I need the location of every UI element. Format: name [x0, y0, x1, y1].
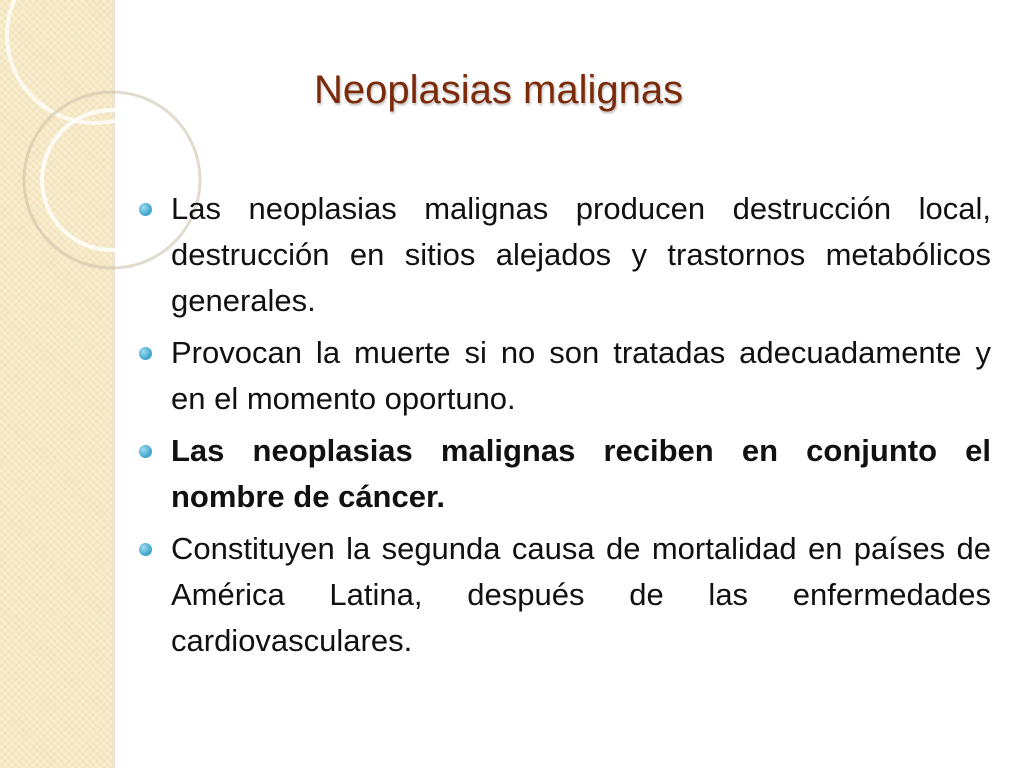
bullet-list: [0, 186, 991, 670]
slide-title: Neoplasias malignas: [314, 68, 684, 112]
bullet-marker-icon: [139, 203, 152, 216]
bullet-item: [171, 186, 991, 324]
bullet-marker-icon: [139, 543, 152, 556]
bullet-text: Las neoplasias malignas reciben en conjunto el nombre de cáncer.: [171, 433, 991, 514]
bullet-item: [171, 526, 991, 664]
bullet-text: Las neoplasias malignas producen destrucción local, destrucción en sitios alejados y trastornos metabólicos generales.: [171, 191, 991, 318]
bullet-item: [171, 330, 991, 422]
bullet-marker-icon: [139, 445, 152, 458]
bullet-text: Provocan la muerte si no son tratadas adecuadamente y en el momento oportuno.: [171, 335, 991, 416]
bullet-text: Constituyen la segunda causa de mortalidad en países de América Latina, después de las enfermedades cardiovasculares.: [171, 531, 991, 658]
bullet-marker-icon: [139, 347, 152, 360]
bullet-item-emphasized: [171, 428, 991, 520]
